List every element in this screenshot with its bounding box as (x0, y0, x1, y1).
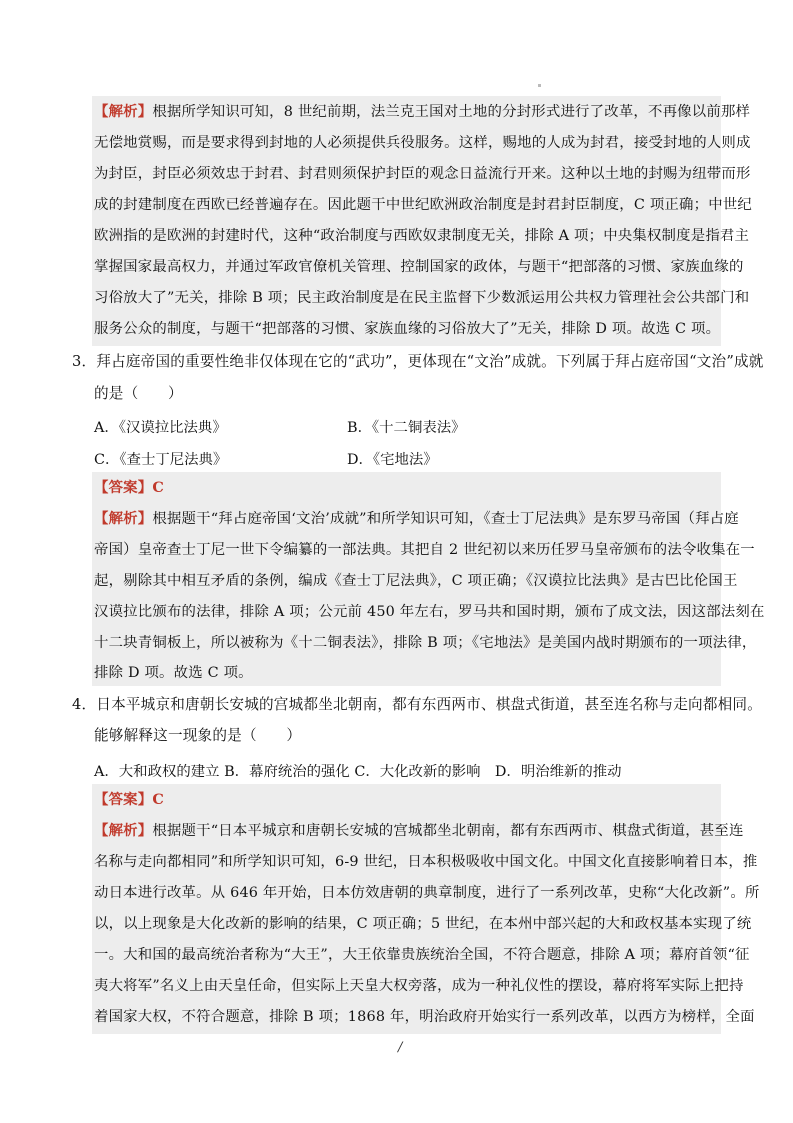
question-3-stem-line-2: 的是（ ） (94, 385, 183, 402)
question-4-stem-line-2: 能够解释这一现象的是（ ） (94, 727, 302, 744)
analysis-block-1-line-1: 【解析】根据所学知识可知，8 世纪前期，法兰克王国对土地的分封形式进行了改革，不再像以前那样 (94, 103, 751, 120)
question-4-answer: 【答案】C (94, 791, 165, 808)
question-3-stem-line-1: 3．拜占庭帝国的重要性绝非仅体现在它的“武功”，更体现在“文治”成就。下列属于拜占庭帝国“文治”成就 (72, 353, 764, 370)
question-3-analysis-line-2: 帝国）皇帝查士丁尼一世下令编纂的一部法典。其把自 2 世纪初以来历任罗马皇帝颁布的法令收集在一 (94, 542, 755, 558)
question-4-options: A．大和政权的建立 B．幕府统治的强化 C．大化改新的影响 D．明治维新的推动 (94, 764, 622, 780)
question-3-analysis-line-3: 起，剔除其中相互矛盾的条例，编成《查士丁尼法典》，C 项正确；《汉谟拉比法典》是古巴比伦国王 (94, 573, 738, 589)
question-3-answer: 【答案】C (94, 479, 165, 496)
page-number: / (398, 1040, 403, 1055)
analysis-block-1-line-3: 为封臣，封臣必须效忠于封君、封君则须保护封臣的观念日益流行开来。这种以土地的封赐为纽带而形 (94, 166, 751, 182)
analysis-block-1-line-6: 掌握国家最高权力，并通过军政官僚机关管理、控制国家的政体，与题干“把部落的习惯、家族血缘的 (94, 259, 744, 275)
question-3-analysis-line-5: 十二块青铜板上，所以被称为《十二铜表法》，排除 B 项；《宅地法》是美国内战时期颁布的一项法律， (94, 635, 757, 651)
analysis-block-1-line-2: 无偿地赏赐，而是要求得到封地的人必须提供兵役服务。这样，赐地的人成为封君，接受封地的人则成 (94, 135, 751, 151)
question-3-option-a: A．《汉谟拉比法典》 (94, 420, 227, 436)
question-4-answer-shade (92, 784, 721, 1034)
question-3-option-b: B．《十二铜表法》 (347, 420, 466, 436)
analysis-block-1-line-5: 欧洲指的是欧洲的封建时代，这种“政治制度与西欧奴隶制度无关，排除 A 项；中央集权制度是指君主 (94, 228, 750, 244)
analysis-block-1-line-4: 成的封建制度在西欧已经普遍存在。因此题干中世纪欧洲政治制度是封君封臣制度，C 项正确；中世纪 (94, 197, 752, 213)
question-4-analysis-line-5: 一。大和国的最高统治者称为“大王”，大王依靠贵族统治全国，不符合题意，排除 A 项；幕府首领“征 (94, 947, 750, 963)
analysis-label: 【解析】 (94, 103, 153, 120)
question-4-analysis-line-7: 着国家大权，不符合题意，排除 B 项；1868 年，明治政府开始实行一系列改革，以西方为榜样，全面 (94, 1009, 755, 1025)
question-3-analysis-line-4: 汉谟拉比颁布的法律，排除 A 项；公元前 450 年左右，罗马共和国时期，颁布了成文法，因这部法刻在 (94, 604, 765, 620)
question-4-stem-line-1: 4．日本平城京和唐朝长安城的宫城都坐北朝南，都有东西两市、棋盘式街道，甚至连名称与走向都相同。 (72, 696, 763, 713)
question-4-analysis-line-2: 名称与走向都相同”和所学知识可知，6-9 世纪，日本积极吸收中国文化。中国文化直接影响着日本，推 (94, 854, 758, 870)
scan-mark (538, 84, 541, 87)
question-3-analysis-line-6: 排除 D 项。故选 C 项。 (94, 665, 253, 681)
analysis-block-1-line-8: 服务公众的制度，与题干“把部落的习惯、家族血缘的习俗放大了”无关，排除 D 项。故选 C 项。 (94, 321, 721, 337)
question-4-analysis-line-1: 【解析】根据题干“日本平城京和唐朝长安城的宫城都坐北朝南，都有东西两市、棋盘式街道，甚至连 (94, 822, 744, 839)
question-3-option-d: D．《宅地法》 (347, 452, 438, 468)
question-4-analysis-line-4: 以，以上现象是大化改新的影响的结果，C 项正确；5 世纪，在本州中部兴起的大和政权基本实现了统 (94, 916, 752, 932)
question-4-analysis-line-3: 动日本进行改革。从 646 年开始，日本仿效唐朝的典章制度，进行了一系列改革，史称“大化改新”。所 (94, 885, 760, 901)
analysis-block-1-shade (92, 96, 721, 346)
question-4-analysis-line-6: 夷大将军”名义上由天皇任命，但实际上天皇大权旁落，成为一种礼仪性的摆设，幕府将军实际上把持 (94, 978, 744, 994)
question-3-option-c: C．《查士丁尼法典》 (94, 452, 228, 468)
analysis-block-1-line-7: 习俗放大了”无关，排除 B 项；民主政治制度是在民主监督下少数派运用公共权力管理社会公共部门和 (94, 290, 750, 306)
question-3-analysis-line-1: 【解析】根据题干“拜占庭帝国‘文治’成就”和所学知识可知，《查士丁尼法典》是东罗马帝国（拜占庭 (94, 510, 739, 527)
